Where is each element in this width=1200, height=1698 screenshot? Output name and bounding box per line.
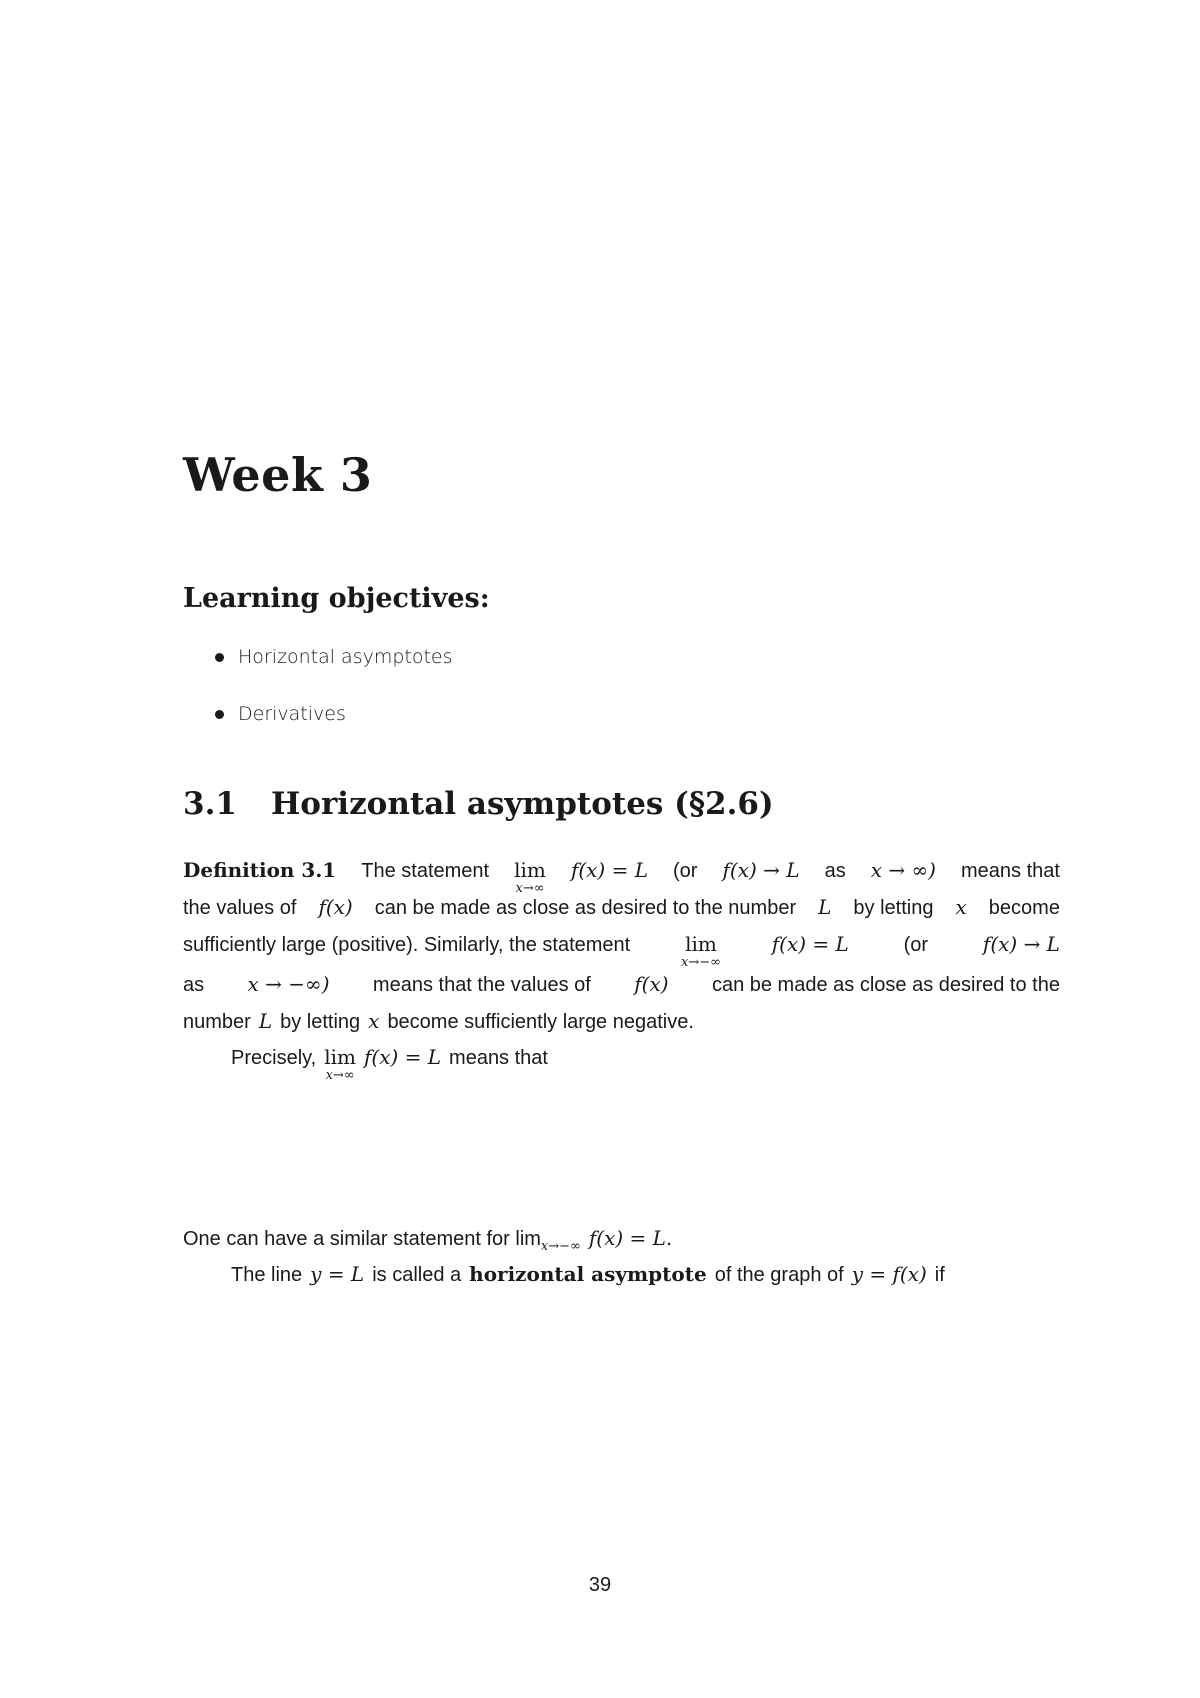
text-segment: if xyxy=(934,1264,945,1286)
objective-label: Horizontal asymptotes xyxy=(238,646,453,668)
math-expression: L xyxy=(258,1009,273,1033)
text-segment: (or xyxy=(673,860,698,882)
math-expression: f(x) = L xyxy=(771,932,849,956)
text-segment: can be made as close as desired to the xyxy=(711,974,1060,996)
math-expression: f(x) → L xyxy=(982,932,1060,956)
math-expression: x xyxy=(368,1009,380,1033)
text-segment: Precisely, xyxy=(231,1047,317,1069)
text-segment: (or xyxy=(903,934,929,956)
math-expression: x xyxy=(955,895,967,919)
math-expression: f(x) xyxy=(318,895,353,919)
text-segment xyxy=(183,1228,581,1254)
math-expression: f(x) = L xyxy=(570,858,648,882)
list-item xyxy=(215,702,453,759)
text-segment: is called a xyxy=(372,1264,462,1286)
section-title: Horizontal asymptotes (§2.6) xyxy=(271,786,774,822)
text-segment: of the graph of xyxy=(714,1264,844,1286)
definition-line-4 xyxy=(183,972,1060,997)
math-expression: f(x) xyxy=(634,972,669,996)
text-segment: sufficiently large (positive). Similarly, the statement xyxy=(183,934,631,956)
similar-statement-line xyxy=(183,1226,1060,1254)
text-segment: as xyxy=(183,974,205,996)
definition-line-1 xyxy=(183,858,1060,896)
bullet-icon xyxy=(215,710,224,719)
lim-word: lim xyxy=(514,858,546,882)
math-expression: y = L xyxy=(310,1262,365,1286)
limit-operator xyxy=(324,1045,356,1083)
text-segment: means that xyxy=(449,1047,548,1069)
objective-label: Derivatives xyxy=(238,703,346,725)
term-horizontal-asymptote: horizontal asymptote xyxy=(469,1262,707,1286)
objectives-heading: Learning objectives: xyxy=(183,583,490,614)
text-segment: can be made as close as desired to the number xyxy=(374,897,797,919)
lim-subscript: x→−∞ xyxy=(540,1239,581,1254)
math-expression: y = f(x) xyxy=(851,1262,927,1286)
section-number: 3.1 xyxy=(183,786,237,822)
math-expression: f(x) → L xyxy=(722,858,800,882)
lim-subscript: x→∞ xyxy=(515,881,545,896)
lim-word: lim xyxy=(324,1045,356,1069)
lim-subscript: x→−∞ xyxy=(680,955,721,970)
text-segment: become xyxy=(988,897,1060,919)
text-segment: as xyxy=(824,860,846,882)
math-expression: x → −∞) xyxy=(247,972,330,996)
lim-word: lim xyxy=(685,932,717,956)
page-number: 39 xyxy=(588,1574,612,1596)
definition-label: Definition 3.1 xyxy=(183,858,337,882)
math-expression: L xyxy=(818,895,832,919)
text-segment: means that xyxy=(960,860,1060,882)
precisely-line xyxy=(231,1045,1060,1083)
math-expression: f(x) = L. xyxy=(588,1226,673,1250)
definition-line-3 xyxy=(183,932,1060,970)
math-expression: f(x) = L xyxy=(363,1045,442,1069)
list-item xyxy=(215,645,453,702)
text-segment: by letting xyxy=(280,1011,361,1033)
math-expression: x → ∞) xyxy=(870,858,936,882)
text-segment: number xyxy=(183,1011,251,1033)
text-segment: become sufficiently large negative. xyxy=(387,1011,694,1033)
objectives-list xyxy=(215,645,453,759)
limit-operator xyxy=(514,858,546,896)
definition-line-2 xyxy=(183,895,1060,920)
definition-line-5 xyxy=(183,1009,1060,1034)
asymptote-definition-line xyxy=(231,1262,1060,1287)
text-segment: means that the values of xyxy=(372,974,591,996)
chapter-title: Week 3 xyxy=(183,448,373,502)
text-segment: The line xyxy=(231,1264,303,1286)
text-segment: The statement xyxy=(361,860,490,882)
lim-subscript: x→∞ xyxy=(325,1068,355,1083)
similar-text: One can have a similar statement for lim xyxy=(183,1228,541,1250)
bullet-icon xyxy=(215,653,224,662)
text-segment: the values of xyxy=(183,897,297,919)
section-heading xyxy=(183,786,774,822)
limit-operator xyxy=(680,932,721,970)
text-segment: by letting xyxy=(853,897,934,919)
